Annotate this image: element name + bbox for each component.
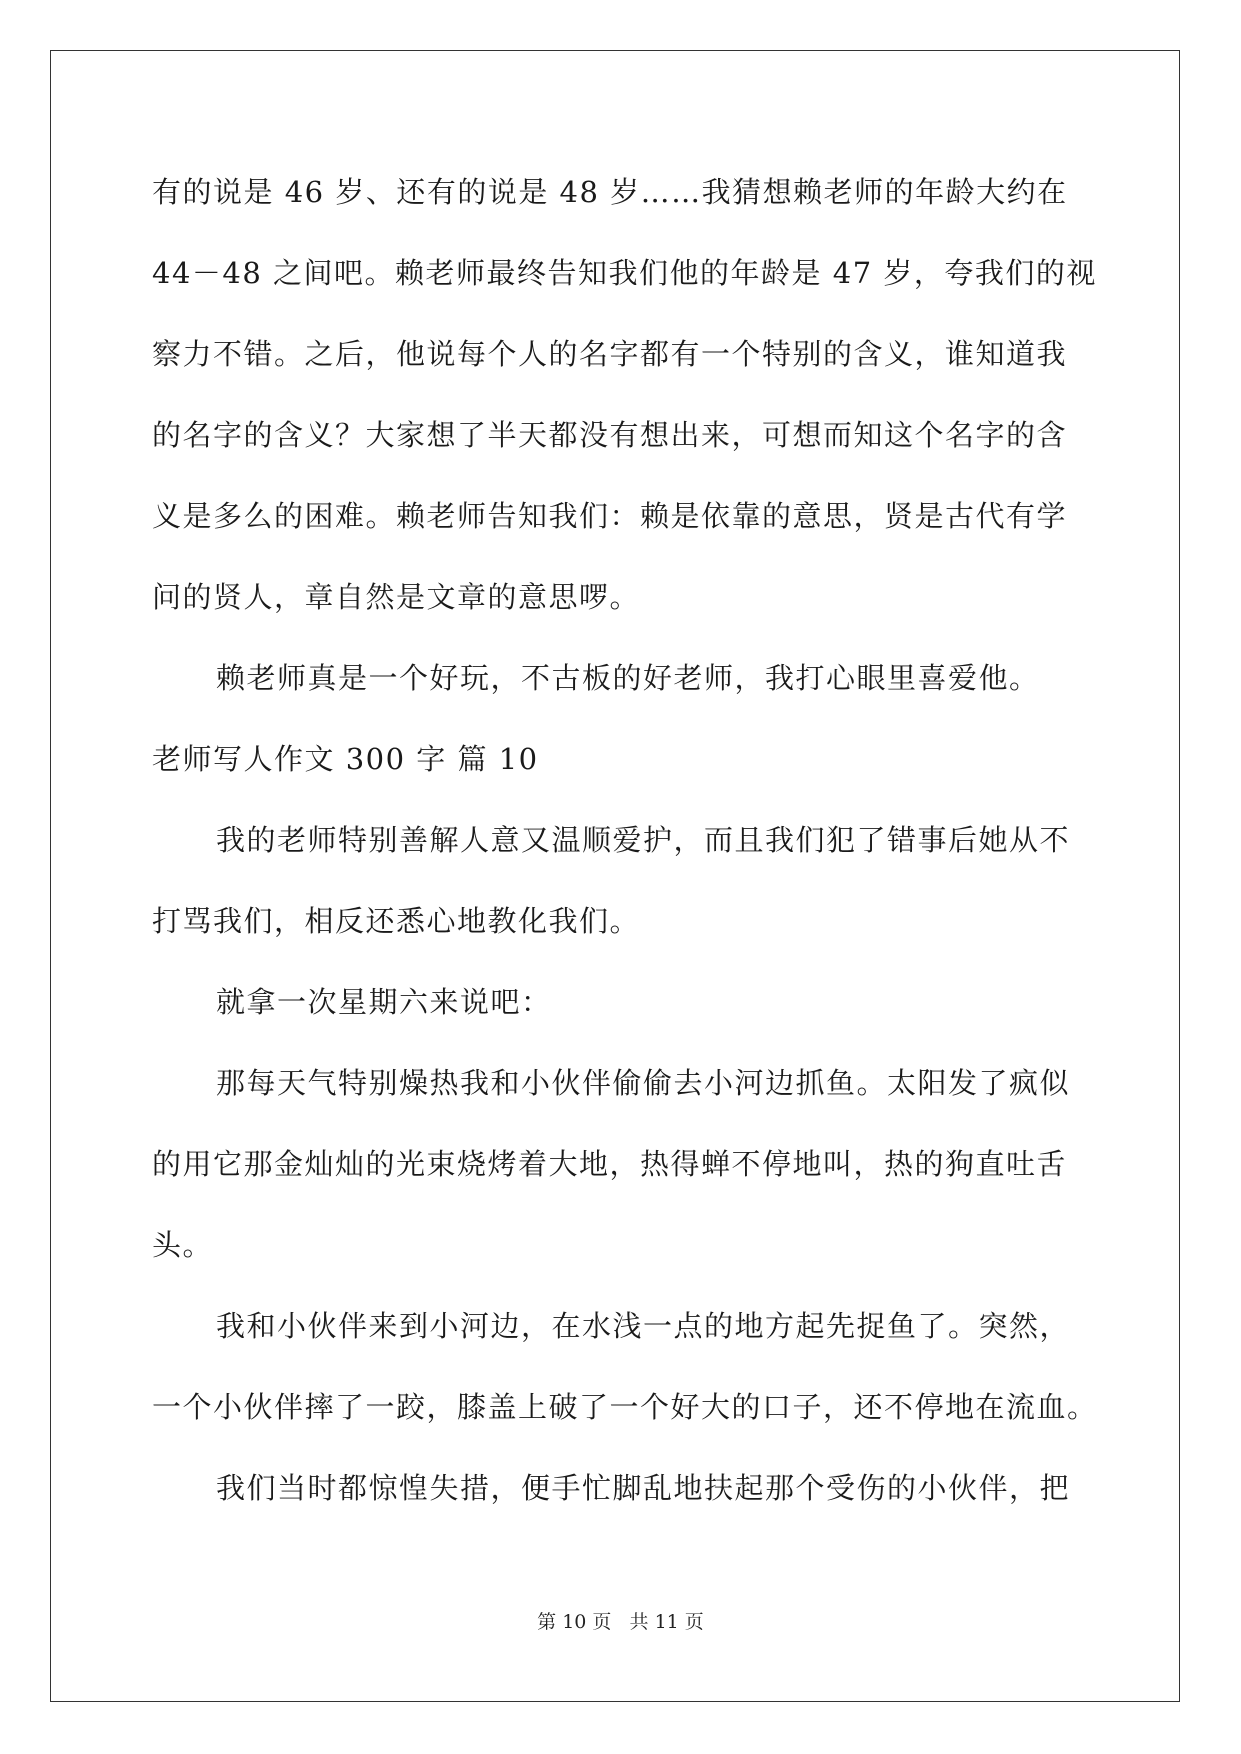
- text-line: 问的贤人，章自然是文章的意思啰。: [152, 580, 641, 614]
- text-line: 一个小伙伴摔了一跤，膝盖上破了一个好大的口子，还不停地在流血。: [152, 1390, 1098, 1424]
- section-heading: 老师写人作文 300 字 篇 10: [152, 742, 539, 776]
- text-line: 打骂我们，相反还悉心地教化我们。: [152, 904, 641, 938]
- paragraph-line: 我和小伙伴来到小河边，在水浅一点的地方起先捉鱼了。突然，: [216, 1309, 1071, 1343]
- text-line: 的用它那金灿灿的光束烧烤着大地，热得蝉不停地叫，热的狗直吐舌: [152, 1147, 1068, 1181]
- page-number-footer: 第 10 页 共 11 页: [537, 1611, 704, 1633]
- paragraph-line: 那每天气特别燥热我和小伙伴偷偷去小河边抓鱼。太阳发了疯似: [216, 1066, 1071, 1100]
- text-line: 有的说是 46 岁、还有的说是 48 岁……我猜想赖老师的年龄大约在: [152, 175, 1068, 209]
- paragraph-line: 就拿一次星期六来说吧：: [216, 985, 552, 1019]
- paragraph-line: 我们当时都惊惶失措，便手忙脚乱地扶起那个受伤的小伙伴，把: [216, 1471, 1071, 1505]
- paragraph-line: 赖老师真是一个好玩，不古板的好老师，我打心眼里喜爱他。: [216, 661, 1040, 695]
- text-line: 的名字的含义？大家想了半天都没有想出来，可想而知这个名字的含: [152, 418, 1068, 452]
- text-line: 44－48 之间吧。赖老师最终告知我们他的年龄是 47 岁，夸我们的视: [152, 256, 1097, 290]
- document-body: [152, 166, 1098, 1543]
- paragraph-line: 我的老师特别善解人意又温顺爱护，而且我们犯了错事后她从不: [216, 823, 1071, 857]
- text-line: 察力不错。之后，他说每个人的名字都有一个特别的含义，谁知道我: [152, 337, 1068, 371]
- text-line: 义是多么的困难。赖老师告知我们：赖是依靠的意思，贤是古代有学: [152, 499, 1068, 533]
- text-line: 头。: [152, 1228, 214, 1262]
